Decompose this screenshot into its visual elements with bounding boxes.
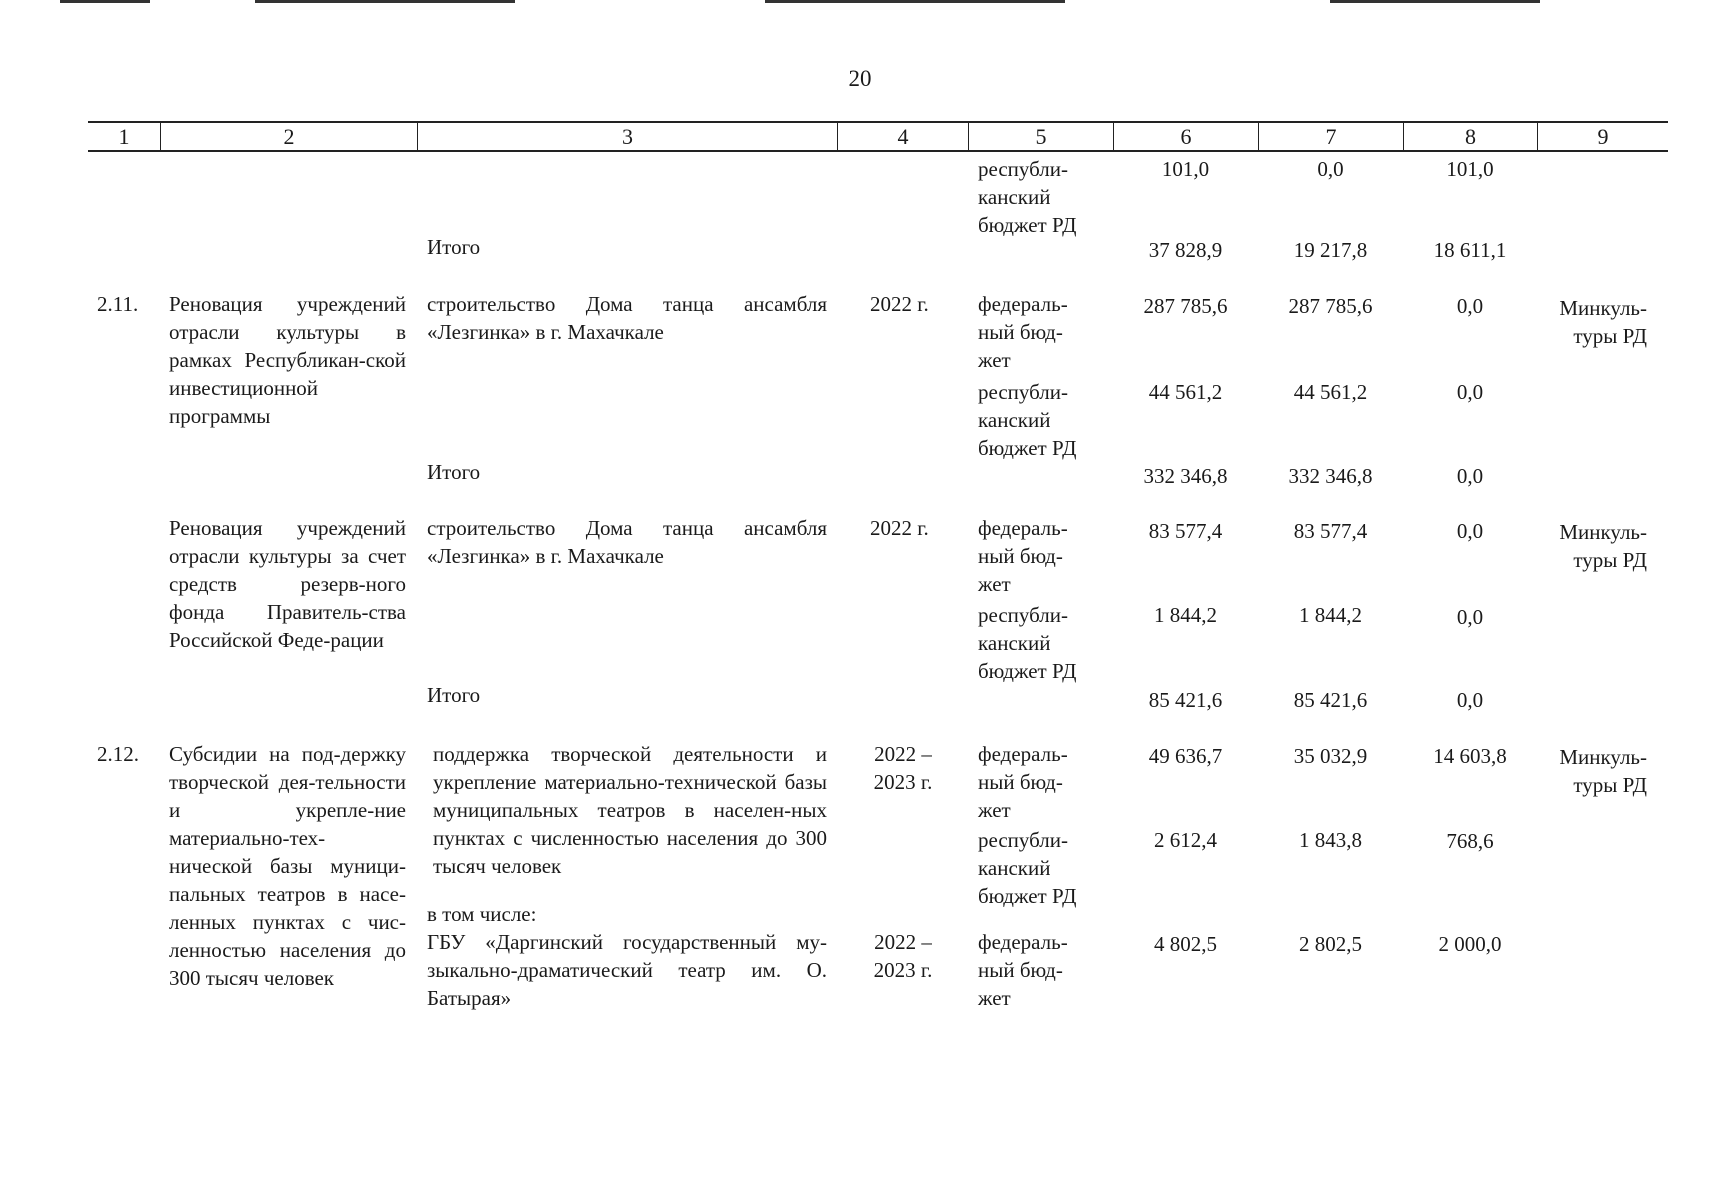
- year: 2022 – 2023 г.: [873, 742, 933, 794]
- funding-source: республи- канский бюджет РД: [978, 603, 1077, 683]
- header-col-3: 3: [417, 123, 837, 150]
- total-col8: 0,0: [1456, 688, 1484, 712]
- header-col-4: 4: [837, 123, 968, 150]
- total-col8: 18 611,1: [1433, 238, 1507, 262]
- total-col6: 85 421,6: [1148, 688, 1223, 712]
- itogo-label: Итого: [427, 683, 481, 707]
- cell-col6: 49 636,7: [1148, 744, 1223, 768]
- cell-col6: 287 785,6: [1143, 294, 1228, 318]
- program-name: Реновация учреждений отрасли культуры в рамках Республикан-ской инвестиционной программы: [169, 292, 406, 428]
- table-header: [88, 121, 1668, 152]
- header-col-6: 6: [1113, 123, 1258, 150]
- total-col6: 37 828,9: [1148, 238, 1223, 262]
- itogo-label: Итого: [427, 460, 481, 484]
- object-description: поддержка творческой деятельности и укрепление материально-технической базы муниципальных театров в населен-ных пунктах с численностью населения до 300 тысяч человек: [433, 742, 827, 878]
- sub-object-description: ГБУ «Даргинский государственный му-зыкально-драматический театр им. О. Батырая»: [427, 930, 827, 1010]
- executor: Минкуль- туры РД: [1559, 520, 1647, 572]
- cell-col8: 14 603,8: [1433, 744, 1507, 768]
- funding-source: федераль- ный бюд- жет: [978, 742, 1068, 822]
- cell-col8: 0,0: [1456, 605, 1484, 629]
- page-number: 20: [848, 66, 872, 91]
- scan-edge-mark: [1330, 0, 1540, 3]
- cell-col7: 1 844,2: [1299, 603, 1362, 627]
- cell-col8: 0,0: [1456, 294, 1484, 318]
- header-col-7: 7: [1258, 123, 1403, 150]
- scan-edge-mark: [60, 0, 150, 3]
- including-label: в том числе:: [427, 902, 537, 926]
- cell-col8: 768,6: [1446, 829, 1494, 853]
- itogo-label: Итого: [427, 235, 481, 259]
- funding-source: республи- канский бюджет РД: [978, 828, 1077, 908]
- cell-col6: 4 802,5: [1154, 932, 1217, 956]
- total-col7: 19 217,8: [1293, 238, 1368, 262]
- year: 2022 г.: [870, 516, 929, 540]
- cell-col7: 35 032,9: [1293, 744, 1368, 768]
- header-col-9: 9: [1537, 123, 1668, 150]
- object-description: строительство Дома танца ансамбля «Лезгинка» в г. Махачкале: [427, 292, 827, 344]
- cell-col7: 44 561,2: [1293, 380, 1368, 404]
- cell-col8: 0,0: [1456, 380, 1484, 404]
- funding-source: федераль- ный бюд- жет: [978, 930, 1068, 1010]
- executor: Минкуль- туры РД: [1559, 745, 1647, 797]
- scan-edge-mark: [765, 0, 1065, 3]
- cell-col6: 1 844,2: [1154, 603, 1217, 627]
- cell-col7: 2 802,5: [1299, 932, 1362, 956]
- section-number: 2.11.: [97, 292, 139, 316]
- section-number: 2.12.: [97, 742, 139, 766]
- funding-source: федераль- ный бюд- жет: [978, 292, 1068, 372]
- total-col6: 332 346,8: [1143, 464, 1228, 488]
- scan-edge-mark: [255, 0, 515, 3]
- header-col-8: 8: [1403, 123, 1537, 150]
- total-col7: 85 421,6: [1293, 688, 1368, 712]
- cell-col6: 44 561,2: [1148, 380, 1223, 404]
- program-name: Реновация учреждений отрасли культуры за счет средств резерв-ного фонда Правитель-ства Российской Феде-рации: [169, 516, 406, 652]
- cell-col8: 2 000,0: [1438, 932, 1502, 956]
- cell-col7: 287 785,6: [1288, 294, 1373, 318]
- header-col-2: 2: [160, 123, 417, 150]
- executor: Минкуль- туры РД: [1559, 296, 1647, 348]
- total-col8: 0,0: [1456, 464, 1484, 488]
- cell-col7: 1 843,8: [1299, 828, 1362, 852]
- funding-source: республи- канский бюджет РД: [978, 380, 1077, 460]
- year: 2022 – 2023 г.: [873, 930, 933, 982]
- cell-col7: 83 577,4: [1293, 519, 1368, 543]
- cell-col6: 101,0: [1161, 157, 1210, 181]
- header-col-1: 1: [118, 124, 130, 149]
- cell-col8: 0,0: [1456, 519, 1484, 543]
- year: 2022 г.: [870, 292, 929, 316]
- total-col7: 332 346,8: [1288, 464, 1373, 488]
- funding-source: республи- канский бюджет РД: [978, 157, 1077, 237]
- program-name: Субсидии на под-держку творческой дея-тельности и укрепле-ние материально-тех-нической базы муници-пальных театров в насе-ленных пунктах с чис-ленностью населения до 300 тысяч человек: [169, 742, 406, 990]
- funding-source: федераль- ный бюд- жет: [978, 516, 1068, 596]
- cell-col6: 83 577,4: [1148, 519, 1223, 543]
- header-col-5: 5: [968, 123, 1113, 150]
- cell-col6: 2 612,4: [1154, 828, 1217, 852]
- object-description: строительство Дома танца ансамбля «Лезгинка» в г. Махачкале: [427, 516, 827, 568]
- cell-col8: 101,0: [1446, 157, 1494, 181]
- cell-col7: 0,0: [1317, 157, 1344, 181]
